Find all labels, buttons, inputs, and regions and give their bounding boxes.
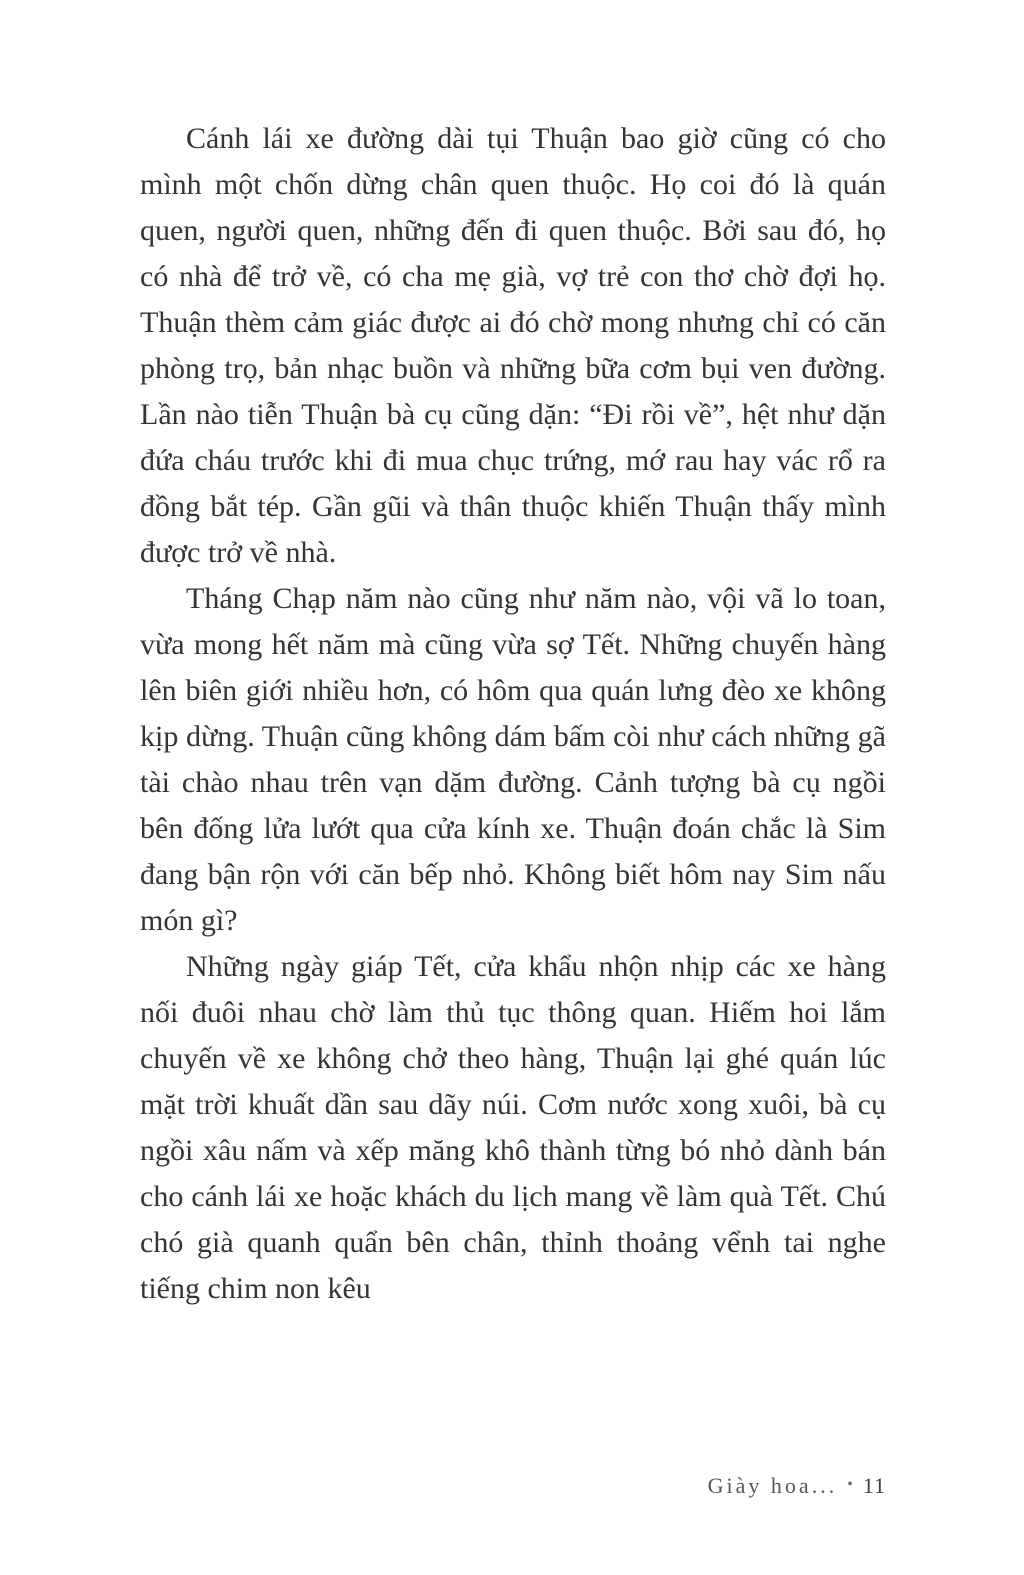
page-footer	[708, 1473, 886, 1499]
paragraph: Những ngày giáp Tết, cửa khẩu nhộn nhịp các xe hàng nối đuôi nhau chờ làm thủ tục thông quan. Hiếm hoi lắm chuyến về xe không chở theo hàng, Thuận lại ghé quán lúc mặt trời khuất dần sau dãy núi. Cơm nước xong xuôi, bà cụ ngồi xâu nấm và xếp măng khô thành từng bó nhỏ dành bán cho cánh lái xe hoặc khách du lịch mang về làm quà Tết. Chú chó già quanh quẩn bên chân, thỉnh thoảng vểnh tai nghe tiếng chim non kêu	[140, 950, 886, 1305]
page-number: 11	[862, 1473, 886, 1498]
body-text	[140, 116, 886, 1312]
running-title: Giày hoa...	[707, 1473, 838, 1498]
paragraph: Cánh lái xe đường dài tụi Thuận bao giờ cũng có cho mình một chốn dừng chân quen thuộc. Họ coi đó là quán quen, người quen, những đến đi quen thuộc. Bởi sau đó, họ có nhà để trở về, có cha mẹ già, vợ trẻ con thơ chờ đợi họ. Thuận thèm cảm giác được ai đó chờ mong nhưng chỉ có căn phòng trọ, bản nhạc buồn và những bữa cơm bụi ven đường. Lần nào tiễn Thuận bà cụ cũng dặn: “Đi rồi về”, hệt như dặn đứa cháu trước khi đi mua chục trứng, mớ rau hay vác rổ ra đồng bắt tép. Gần gũi và thân thuộc khiến Thuận thấy mình được trở về nhà.	[140, 122, 886, 569]
footer-bullet-separator: •	[847, 1476, 853, 1493]
paragraph: Tháng Chạp năm nào cũng như năm nào, vội vã lo toan, vừa mong hết năm mà cũng vừa sợ Tết. Những chuyến hàng lên biên giới nhiều hơn, có hôm qua quán lưng đèo xe không kịp dừng. Thuận cũng không dám bấm còi như cách những gã tài chào nhau trên vạn dặm đường. Cảnh tượng bà cụ ngồi bên đống lửa lướt qua cửa kính xe. Thuận đoán chắc là Sim đang bận rộn với căn bếp nhỏ. Không biết hôm nay Sim nấu món gì?	[140, 582, 886, 937]
